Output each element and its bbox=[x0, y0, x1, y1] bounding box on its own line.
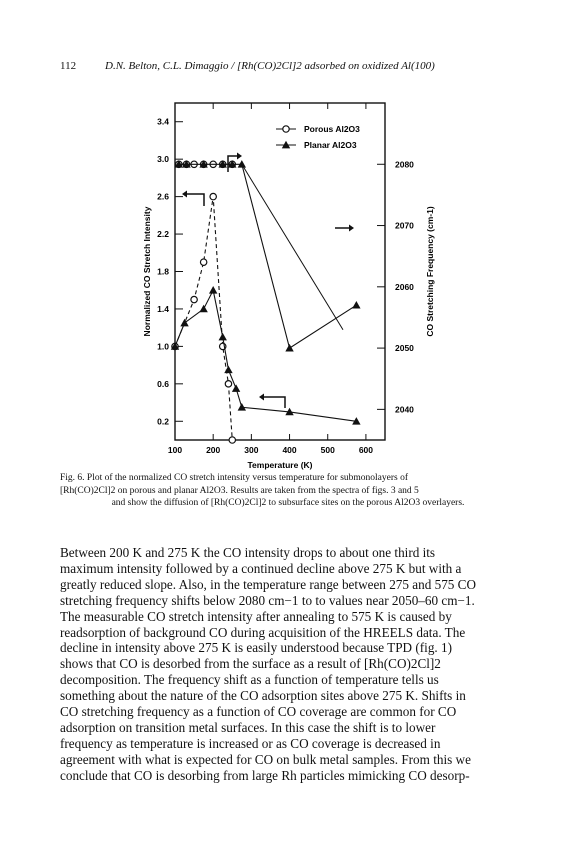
planar-intensity-point bbox=[199, 305, 207, 313]
body-line: frequency as temperature is increased or as CO coverage is decreased in bbox=[60, 735, 441, 751]
y-left-tick-label: 0.2 bbox=[157, 416, 169, 427]
body-line: shows that CO is desorbed from the surface as a result of [Rh(CO)2Cl]2 bbox=[60, 656, 441, 672]
body-line: Between 200 K and 275 K the CO intensity drops to about one third its bbox=[60, 545, 436, 560]
frequency-fit-line bbox=[242, 164, 343, 329]
y-left-tick-label: 1.8 bbox=[157, 266, 169, 277]
caption-line-1: Fig. 6. Plot of the normalized CO stretch intensity versus temperature for submonolayers of bbox=[60, 473, 408, 483]
figure-caption bbox=[60, 472, 516, 510]
body-line: The measurable CO stretch intensity after annealing to 575 K is caused by bbox=[60, 608, 452, 624]
porous-intensity-point bbox=[225, 381, 231, 387]
x-tick-label: 500 bbox=[320, 445, 335, 455]
planar-intensity-point bbox=[238, 403, 246, 411]
body-line: CO stretching frequency as a function of CO coverage are common for CO bbox=[60, 704, 457, 720]
y-left-tick-label: 1.0 bbox=[157, 341, 169, 352]
body-line: something about the nature of the CO adsorption sites above 275 K. Shifts in bbox=[60, 688, 466, 704]
y-left-tick-label: 2.2 bbox=[157, 229, 169, 240]
porous-intensity-point bbox=[191, 296, 197, 302]
y-right-tick-label: 2060 bbox=[395, 281, 414, 292]
left-axis-arrow-2 bbox=[263, 397, 285, 408]
legend-porous-marker bbox=[283, 126, 289, 132]
legend-porous-label: Porous Al2O3 bbox=[304, 124, 360, 134]
right-axis-arrowhead-2 bbox=[349, 225, 354, 232]
y-right-tick-label: 2080 bbox=[395, 159, 414, 170]
y-left-tick-label: 3.4 bbox=[157, 116, 169, 127]
planar-intensity-point bbox=[180, 319, 188, 327]
body-line: maximum intensity followed by a continued decline above 275 K but with a bbox=[60, 560, 462, 576]
porous-intensity-point bbox=[210, 193, 216, 199]
y-right-tick-label: 2040 bbox=[395, 404, 414, 415]
left-axis-arrow-intensity bbox=[186, 194, 204, 206]
left-axis-arrowhead-2 bbox=[259, 394, 264, 401]
caption-line-2: [Rh(CO)2Cl]2 on porous and planar Al2O3. Results are taken from the spectra of figs. 3 and 5 bbox=[60, 485, 419, 496]
porous-intensity-point bbox=[200, 259, 206, 265]
legend-planar-label: Planar Al2O3 bbox=[304, 140, 357, 150]
body-line: stretching frequency shifts below 2080 cm−1 to to values near 2050–60 cm−1. bbox=[60, 592, 475, 608]
body-line: decomposition. The frequency shift as a function of temperature tells us bbox=[60, 672, 439, 688]
body-line: adsorption on transition metal surfaces. In this case the shift is to lower bbox=[60, 719, 436, 735]
caption-line-3: and show the diffusion of [Rh(CO)2Cl]2 to subsurface sites on the porous Al2O3 overlayers. bbox=[111, 498, 465, 508]
y-left-tick-label: 0.6 bbox=[157, 378, 169, 389]
planar-intensity-point bbox=[224, 366, 232, 374]
x-tick-label: 300 bbox=[244, 445, 259, 455]
plot-frame bbox=[175, 103, 385, 440]
page-number: 112 bbox=[60, 60, 77, 72]
y-left-tick-label: 1.4 bbox=[157, 303, 169, 314]
y-left-tick-label: 3.0 bbox=[157, 154, 169, 165]
planar-intensity-point bbox=[219, 333, 227, 341]
body-line: greatly reduced slope. Also, in the temperature range between 275 and 575 CO bbox=[60, 576, 477, 592]
y-right-tick-label: 2050 bbox=[395, 343, 414, 354]
body-line: decline in intensity above 275 K is easily understood because TPD (fig. 1) bbox=[60, 640, 452, 656]
porous-intensity-point bbox=[229, 437, 235, 443]
x-axis-label: Temperature (K) bbox=[247, 460, 313, 470]
body-paragraph bbox=[60, 545, 516, 784]
body-line: readsorption of background CO during acquisition of the HREELS data. The bbox=[60, 624, 466, 640]
body-line: conclude that CO is desorbing from large Rh particles mimicking CO desorp- bbox=[60, 767, 470, 783]
planar-frequency-line bbox=[179, 164, 357, 348]
right-axis-arrowhead bbox=[237, 153, 242, 160]
planar-intensity-point bbox=[232, 384, 240, 392]
x-tick-label: 100 bbox=[167, 445, 183, 455]
porous-intensity-line bbox=[175, 197, 232, 440]
running-title: D.N. Belton, C.L. Dimaggio / [Rh(CO)2Cl]2 adsorbed on oxidized Al(100) bbox=[105, 60, 435, 72]
planar-frequency-point bbox=[285, 344, 293, 352]
x-tick-label: 200 bbox=[206, 445, 221, 455]
y-left-axis-label: Normalized CO Stretch Intensity bbox=[142, 206, 152, 337]
body-line: agreement with what is expected for CO on bulk metal samples. From this we bbox=[60, 751, 471, 767]
planar-intensity-point bbox=[209, 286, 217, 294]
planar-frequency-point bbox=[352, 301, 360, 309]
x-tick-label: 400 bbox=[282, 445, 297, 455]
y-right-tick-label: 2070 bbox=[395, 220, 414, 231]
y-left-tick-label: 2.6 bbox=[157, 191, 169, 202]
y-right-axis-label: CO Stretching Frequency (cm-1) bbox=[425, 206, 435, 337]
x-tick-label: 600 bbox=[358, 445, 374, 455]
